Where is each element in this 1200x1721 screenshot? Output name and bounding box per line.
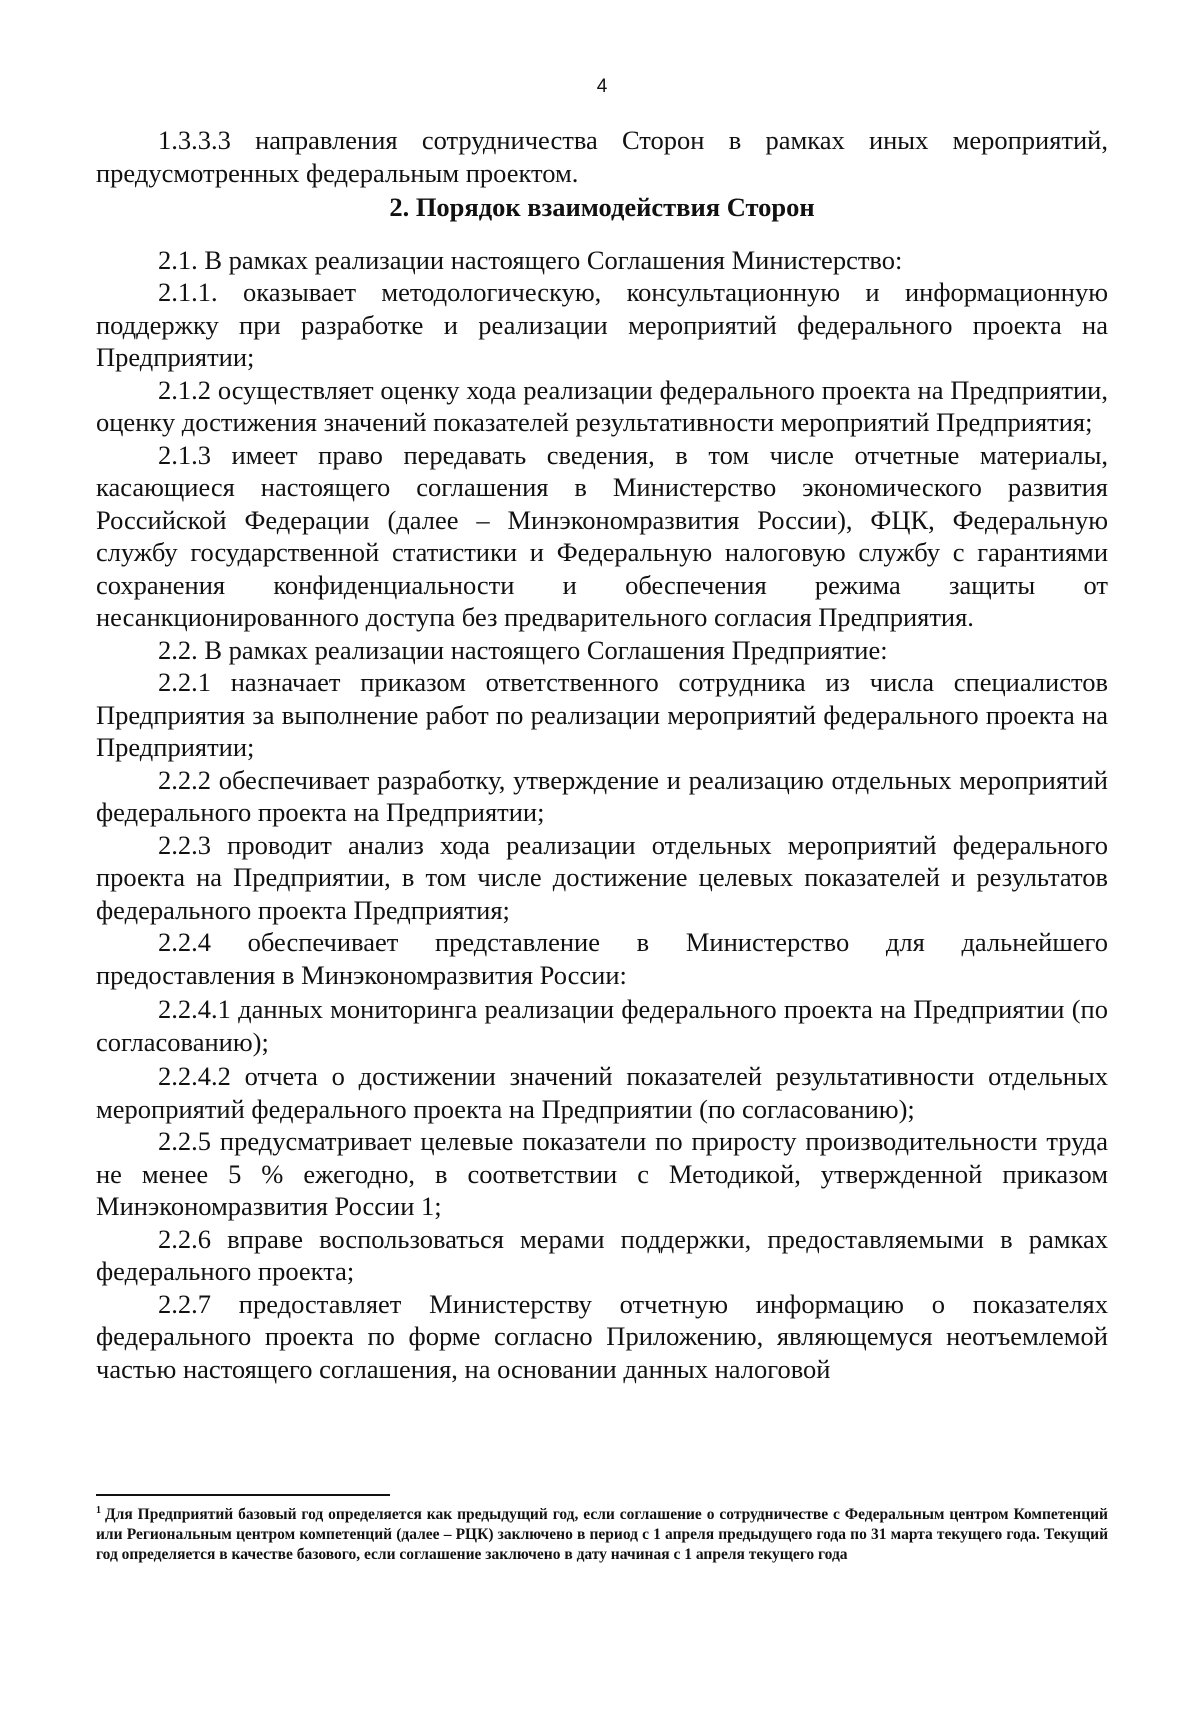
footnote-divider xyxy=(96,1494,390,1496)
paragraph-1-3-3-3: 1.3.3.3 направления сотрудничества Сторон в рамках иных мероприятий, предусмотренных федеральным проектом. xyxy=(96,125,1108,188)
section-heading: 2. Порядок взаимодействия Сторон xyxy=(389,192,815,222)
paragraph-2-2-4: 2.2.4 обеспечивает представление в Министерство для дальнейшего предоставления в Минэкономразвития России: xyxy=(96,927,1108,990)
document-page xyxy=(96,0,1108,1721)
paragraph-2-2-4-2: 2.2.4.2 отчета о достижении значений показателей результативности отдельных мероприятий федерального проекта на Предприятии (по согласованию); xyxy=(96,1061,1108,1124)
paragraph-2-2-7: 2.2.7 предоставляет Министерству отчетную информацию о показателях федерального проекта по форме согласно Приложению, являющемуся неотъемлемой частью настоящего соглашения, на основании данных налоговой xyxy=(96,1288,1108,1384)
paragraph-2-2-2: 2.2.2 обеспечивает разработку, утверждение и реализацию отдельных мероприятий федерального проекта на Предприятии; xyxy=(96,764,1108,827)
paragraph-2-1: 2.1. В рамках реализации настоящего Соглашения Министерство: xyxy=(158,244,903,275)
footnote-mark: 1 xyxy=(96,1504,101,1516)
paragraph-2-1-3: 2.1.3 имеет право передавать сведения, в том числе отчетные материалы, касающиеся настоящего соглашения в Министерство экономического развития Российской Федерации (далее – Минэкономразвития России), ФЦК, Федеральную службу государственной статистики и Федеральную налоговую службу с гарантиями сохранения конфиденциальности и обеспечения режима защиты от несанкционированного доступа без предварительного согласия Предприятия. xyxy=(96,439,1108,632)
paragraph-2-1-1: 2.1.1. оказывает методологическую, консультационную и информационную поддержку при разработке и реализации мероприятий федерального проекта на Предприятии; xyxy=(96,277,1108,372)
document-body xyxy=(96,124,1108,1385)
paragraph-2-1-2: 2.1.2 осуществляет оценку хода реализации федерального проекта на Предприятии, оценку достижения значений показателей результативности мероприятий Предприятия; xyxy=(96,374,1108,437)
paragraph-2-2-5: 2.2.5 предусматривает целевые показатели по приросту производительности труда не менее 5 % ежегодно, в соответствии с Методикой, утвержденной приказом Минэкономразвития России 1; xyxy=(96,1126,1108,1221)
paragraph-2-2-3: 2.2.3 проводит анализ хода реализации отдельных мероприятий федерального проекта на Предприятии, в том числе достижение целевых показателей и результатов федерального проекта Предприятия; xyxy=(96,829,1108,925)
paragraph-2-2-1: 2.2.1 назначает приказом ответственного сотрудника из числа специалистов Предприятия за выполнение работ по реализации мероприятий федерального проекта на Предприятии; xyxy=(96,667,1108,762)
footnote-text: Для Предприятий базовый год определяется как предыдущий год, если соглашение о сотрудничестве с Федеральным центром Компетенций или Региональным центром компетенций (далее – РЦК) заключено в период с 1 апреля предыдущего года по 31 марта текущего года. Текущий год определяется в качестве базового, если соглашение заключено в дату начиная с 1 апреля текущего года xyxy=(96,1506,1108,1563)
paragraph-2-2: 2.2. В рамках реализации настоящего Соглашения Предприятие: xyxy=(158,634,888,665)
footnote xyxy=(96,1505,1108,1565)
paragraph-2-2-4-1: 2.2.4.1 данных мониторинга реализации федерального проекта на Предприятии (по согласованию); xyxy=(96,994,1108,1057)
page-number: 4 xyxy=(596,76,608,97)
paragraph-2-2-6: 2.2.6 вправе воспользоваться мерами поддержки, предоставляемыми в рамках федерального проекта; xyxy=(96,1223,1108,1286)
